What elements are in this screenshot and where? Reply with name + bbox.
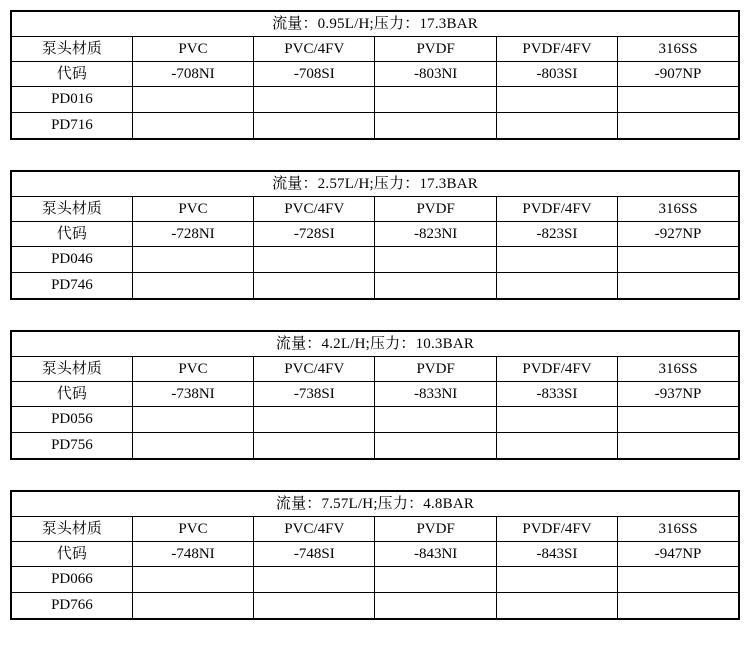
row-cell[interactable] [496, 433, 617, 460]
row-cell[interactable] [375, 407, 496, 433]
code-cell: -823NI [375, 222, 496, 247]
code-cell: -803SI [496, 62, 617, 87]
table-code-row [11, 222, 739, 247]
table-row [11, 593, 739, 620]
header-material: 泵头材质 [11, 357, 132, 382]
header-material: 泵头材质 [11, 517, 132, 542]
code-cell: -728SI [254, 222, 375, 247]
row-cell[interactable] [375, 593, 496, 620]
row-label: PD016 [11, 87, 132, 113]
row-label: PD716 [11, 113, 132, 140]
row-cell[interactable] [254, 567, 375, 593]
row-cell[interactable] [375, 247, 496, 273]
row-cell[interactable] [375, 567, 496, 593]
table-row [11, 407, 739, 433]
code-label: 代码 [11, 62, 132, 87]
header-316ss: 316SS [618, 357, 739, 382]
table-title-row [11, 491, 739, 517]
header-pvc-4fv: PVC/4FV [254, 37, 375, 62]
row-label: PD046 [11, 247, 132, 273]
header-pvdf: PVDF [375, 37, 496, 62]
row-cell[interactable] [254, 247, 375, 273]
table-title: 流量：0.95L/H;压力：17.3BAR [11, 11, 739, 37]
table-code-row [11, 382, 739, 407]
row-cell[interactable] [496, 87, 617, 113]
code-cell: -823SI [496, 222, 617, 247]
table-row [11, 433, 739, 460]
table-title: 流量：2.57L/H;压力：17.3BAR [11, 171, 739, 197]
row-cell[interactable] [496, 113, 617, 140]
row-cell[interactable] [254, 113, 375, 140]
row-cell[interactable] [618, 273, 739, 300]
row-cell[interactable] [618, 433, 739, 460]
header-pvc: PVC [132, 197, 253, 222]
row-cell[interactable] [254, 593, 375, 620]
table-code-row [11, 62, 739, 87]
table-header-row [11, 517, 739, 542]
table-row [11, 273, 739, 300]
table-header-row [11, 357, 739, 382]
row-label: PD056 [11, 407, 132, 433]
code-cell: -708NI [132, 62, 253, 87]
header-pvdf: PVDF [375, 357, 496, 382]
table-code-row [11, 542, 739, 567]
header-pvc: PVC [132, 37, 253, 62]
row-cell[interactable] [618, 593, 739, 620]
row-cell[interactable] [132, 247, 253, 273]
code-label: 代码 [11, 222, 132, 247]
table-row [11, 247, 739, 273]
code-cell: -907NP [618, 62, 739, 87]
spec-table [10, 170, 740, 300]
row-cell[interactable] [132, 273, 253, 300]
row-cell[interactable] [375, 273, 496, 300]
header-pvc-4fv: PVC/4FV [254, 357, 375, 382]
header-316ss: 316SS [618, 517, 739, 542]
table-header-row [11, 37, 739, 62]
table-title-row [11, 171, 739, 197]
code-cell: -833SI [496, 382, 617, 407]
header-material: 泵头材质 [11, 37, 132, 62]
code-cell: -833NI [375, 382, 496, 407]
table-row [11, 567, 739, 593]
row-label: PD066 [11, 567, 132, 593]
table-title: 流量：4.2L/H;压力：10.3BAR [11, 331, 739, 357]
row-cell[interactable] [375, 113, 496, 140]
header-316ss: 316SS [618, 37, 739, 62]
code-label: 代码 [11, 542, 132, 567]
row-label: PD756 [11, 433, 132, 460]
row-cell[interactable] [496, 567, 617, 593]
row-cell[interactable] [618, 87, 739, 113]
row-cell[interactable] [375, 87, 496, 113]
row-cell[interactable] [496, 407, 617, 433]
row-cell[interactable] [132, 87, 253, 113]
code-cell: -947NP [618, 542, 739, 567]
spec-table [10, 490, 740, 620]
code-cell: -843SI [496, 542, 617, 567]
row-cell[interactable] [618, 247, 739, 273]
code-cell: -738SI [254, 382, 375, 407]
header-pvdf-4fv: PVDF/4FV [496, 517, 617, 542]
code-cell: -927NP [618, 222, 739, 247]
table-row [11, 113, 739, 140]
table-title-row [11, 11, 739, 37]
row-cell[interactable] [254, 87, 375, 113]
table-title-row [11, 331, 739, 357]
header-316ss: 316SS [618, 197, 739, 222]
header-pvdf-4fv: PVDF/4FV [496, 197, 617, 222]
code-cell: -843NI [375, 542, 496, 567]
header-pvc-4fv: PVC/4FV [254, 197, 375, 222]
row-label: PD746 [11, 273, 132, 300]
table-header-row [11, 197, 739, 222]
spec-table [10, 10, 740, 140]
header-pvc: PVC [132, 517, 253, 542]
code-cell: -748SI [254, 542, 375, 567]
row-cell[interactable] [496, 593, 617, 620]
header-pvdf-4fv: PVDF/4FV [496, 357, 617, 382]
header-pvdf-4fv: PVDF/4FV [496, 37, 617, 62]
header-pvc-4fv: PVC/4FV [254, 517, 375, 542]
row-cell[interactable] [254, 273, 375, 300]
header-pvc: PVC [132, 357, 253, 382]
code-cell: -748NI [132, 542, 253, 567]
table-title: 流量：7.57L/H;压力：4.8BAR [11, 491, 739, 517]
header-material: 泵头材质 [11, 197, 132, 222]
row-cell[interactable] [618, 567, 739, 593]
row-cell[interactable] [496, 247, 617, 273]
row-cell[interactable] [254, 433, 375, 460]
row-cell[interactable] [375, 433, 496, 460]
row-cell[interactable] [132, 407, 253, 433]
row-cell[interactable] [618, 113, 739, 140]
code-cell: -738NI [132, 382, 253, 407]
row-cell[interactable] [132, 113, 253, 140]
table-row [11, 87, 739, 113]
code-cell: -937NP [618, 382, 739, 407]
row-cell[interactable] [618, 407, 739, 433]
row-label: PD766 [11, 593, 132, 620]
spec-table [10, 330, 740, 460]
code-label: 代码 [11, 382, 132, 407]
code-cell: -728NI [132, 222, 253, 247]
code-cell: -708SI [254, 62, 375, 87]
header-pvdf: PVDF [375, 517, 496, 542]
row-cell[interactable] [254, 407, 375, 433]
row-cell[interactable] [132, 433, 253, 460]
header-pvdf: PVDF [375, 197, 496, 222]
row-cell[interactable] [132, 593, 253, 620]
row-cell[interactable] [496, 273, 617, 300]
row-cell[interactable] [132, 567, 253, 593]
code-cell: -803NI [375, 62, 496, 87]
